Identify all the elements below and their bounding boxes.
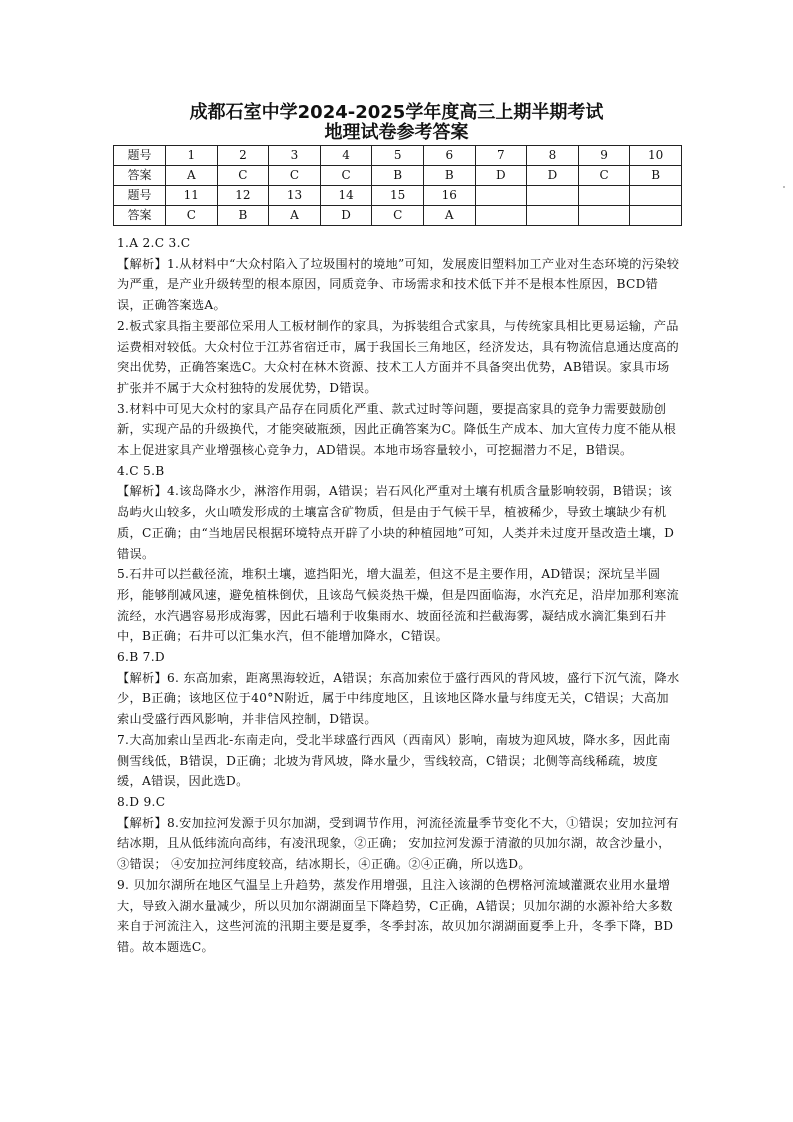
table-cell bbox=[630, 206, 682, 226]
analysis-q2: 2.板式家具指主要部位采用人工板材制作的家具，为拆装组合式家具，与传统家具相比更易运输，产品运费相对较低。大众村位于江苏省宿迁市，属于我国长三角地区，经济发达，具有物流信息通达度高的突出优势，正确答案选C。大众村在林木资源、技术工人方面并不具备突出优势，AB错误。家具市场扩张并不属于大众村独特的发展优势，D错误。 bbox=[117, 318, 679, 395]
table-cell: C bbox=[320, 166, 372, 186]
table-cell: 5 bbox=[372, 146, 424, 166]
table-row bbox=[114, 146, 682, 166]
table-row bbox=[114, 186, 682, 206]
table-cell: 14 bbox=[320, 186, 372, 206]
answer-key-subtitle: 地理试卷参考答案 bbox=[324, 122, 469, 143]
table-cell: 13 bbox=[269, 186, 321, 206]
analysis-q6: 【解析】6. 东高加索，距离黑海较近，A错误；东高加索位于盛行西风的背风坡，盛行下沉气流，降水少，B正确；该地区位于40°N附近，属于中纬度地区，且该地区降水量与纬度无关，C错误；大高加索山受盛行西风影响，并非信风控制，D错误。 bbox=[117, 670, 680, 727]
table-cell: B bbox=[217, 206, 269, 226]
table-cell: C bbox=[166, 206, 218, 226]
table-cell: 15 bbox=[372, 186, 424, 206]
table-cell bbox=[475, 206, 527, 226]
row-label-question: 题号 bbox=[114, 186, 166, 206]
table-cell: 11 bbox=[166, 186, 218, 206]
table-cell: 3 bbox=[269, 146, 321, 166]
table-cell: B bbox=[630, 166, 682, 186]
table-cell bbox=[578, 186, 630, 206]
analysis-q1: 【解析】1.从材料中“大众村陷入了垃圾围村的境地”可知，发展废旧塑料加工产业对生态环境的污染较为严重，是产业升级转型的根本原因，同质竞争、市场需求和技术低下并不是根本性原因，BCD错误，正确答案选A。 bbox=[117, 256, 680, 313]
answer-table bbox=[113, 145, 682, 226]
table-cell bbox=[475, 186, 527, 206]
table-cell: D bbox=[320, 206, 372, 226]
row-label-question: 题号 bbox=[114, 146, 166, 166]
answer-line-8-9: 8.D 9.C bbox=[117, 794, 166, 809]
table-row bbox=[114, 166, 682, 186]
table-cell: C bbox=[578, 166, 630, 186]
answer-line-6-7: 6.B 7.D bbox=[117, 650, 165, 665]
table-cell: 9 bbox=[578, 146, 630, 166]
analysis-q9: 9. 贝加尔湖所在地区气温呈上升趋势，蒸发作用增强，且注入该湖的色楞格河流域灌溉农业用水量增大，导致入湖水量减少，所以贝加尔湖湖面呈下降趋势，C正确，A错误；贝加尔湖的水源补给大多数来自于河流注入，这些河流的汛期主要是夏季，冬季封冻，故贝加尔湖湖面夏季上升，冬季下降，BD错。故本题选C。 bbox=[117, 877, 674, 954]
table-cell: C bbox=[269, 166, 321, 186]
table-cell: A bbox=[269, 206, 321, 226]
table-cell bbox=[527, 186, 579, 206]
table-cell: C bbox=[372, 206, 424, 226]
table-cell bbox=[578, 206, 630, 226]
table-cell: D bbox=[475, 166, 527, 186]
table-cell: A bbox=[166, 166, 218, 186]
table-cell: A bbox=[423, 206, 475, 226]
table-cell: D bbox=[527, 166, 579, 186]
analysis-q5: 5.石井可以拦截径流，堆积土壤，遮挡阳光，增大温差，但这不是主要作用，AD错误；深坑呈半圆形，能够削减风速，避免植株倒伏，且该岛气候炎热干燥，但是四面临海，水汽充足，沿岸加那利寒流流经，水汽遇容易形成海雾，因此石墙利于收集雨水、坡面径流和拦截海雾，凝结成水滴汇集到石井中，B正确；石井可以汇集水汽，但不能增加降水，C错误。 bbox=[117, 567, 679, 644]
answer-line-4-5: 4.C 5.B bbox=[117, 463, 165, 478]
table-cell: 8 bbox=[527, 146, 579, 166]
table-cell: C bbox=[217, 166, 269, 186]
explanations bbox=[117, 233, 681, 958]
table-cell: B bbox=[423, 166, 475, 186]
row-label-answer: 答案 bbox=[114, 166, 166, 186]
table-cell bbox=[630, 186, 682, 206]
row-label-answer: 答案 bbox=[114, 206, 166, 226]
table-row bbox=[114, 206, 682, 226]
table-cell: 16 bbox=[423, 186, 475, 206]
scan-speck bbox=[783, 186, 785, 188]
table-cell: 10 bbox=[630, 146, 682, 166]
analysis-q4: 【解析】4.该岛降水少，淋溶作用弱，A错误；岩石风化严重对土壤有机质含量影响较弱，B错误；该岛屿火山较多，火山喷发形成的土壤富含矿物质，但是由于气候干旱，植被稀少，导致土壤缺少有机质，C正确；由“当地居民根据环境特点开辟了小块的种植园地”可知，人类并未过度开垦改造土壤，D错误。 bbox=[117, 484, 675, 561]
analysis-q3: 3.材料中可见大众村的家具产品存在同质化严重、款式过时等问题，要提高家具的竞争力需要鼓励创新，实现产品的升级换代，才能突破瓶颈，因此正确答案为C。降低生产成本、加大宣传力度不能从根本上促进家具产业增强核心竞争力，AD错误。本地市场容量较小，可挖掘潜力不足，B错误。 bbox=[117, 401, 677, 458]
analysis-q7: 7.大高加索山呈西北-东南走向，受北半球盛行西风（西南风）影响，南坡为迎风坡，降水多，因此南侧雪线低，B错误，D正确；北坡为背风坡，降水量少，雪线较高，C错误；北侧等高线稀疏，坡度缓，A错误，因此选D。 bbox=[117, 732, 671, 789]
table-cell: 12 bbox=[217, 186, 269, 206]
answer-line-1-3: 1.A 2.C 3.C bbox=[117, 236, 191, 250]
table-cell: 7 bbox=[475, 146, 527, 166]
table-cell: 2 bbox=[217, 146, 269, 166]
table-cell: 1 bbox=[166, 146, 218, 166]
table-cell: B bbox=[372, 166, 424, 186]
table-cell: 6 bbox=[423, 146, 475, 166]
analysis-q8: 【解析】8.安加拉河发源于贝尔加湖，受到调节作用，河流径流量季节变化不大，①错误；安加拉河有结冰期，且从低纬流向高纬，有凌汛现象，②正确； 安加拉河发源于清澈的贝加尔湖，故含沙量小，③错误； ④安加拉河纬度较高，结冰期长，④正确。②④正确，所以选D。 bbox=[117, 815, 679, 872]
table-cell: 4 bbox=[320, 146, 372, 166]
table-cell bbox=[527, 206, 579, 226]
exam-title: 成都石室中学2024-2025学年度高三上期半期考试 bbox=[189, 102, 604, 123]
